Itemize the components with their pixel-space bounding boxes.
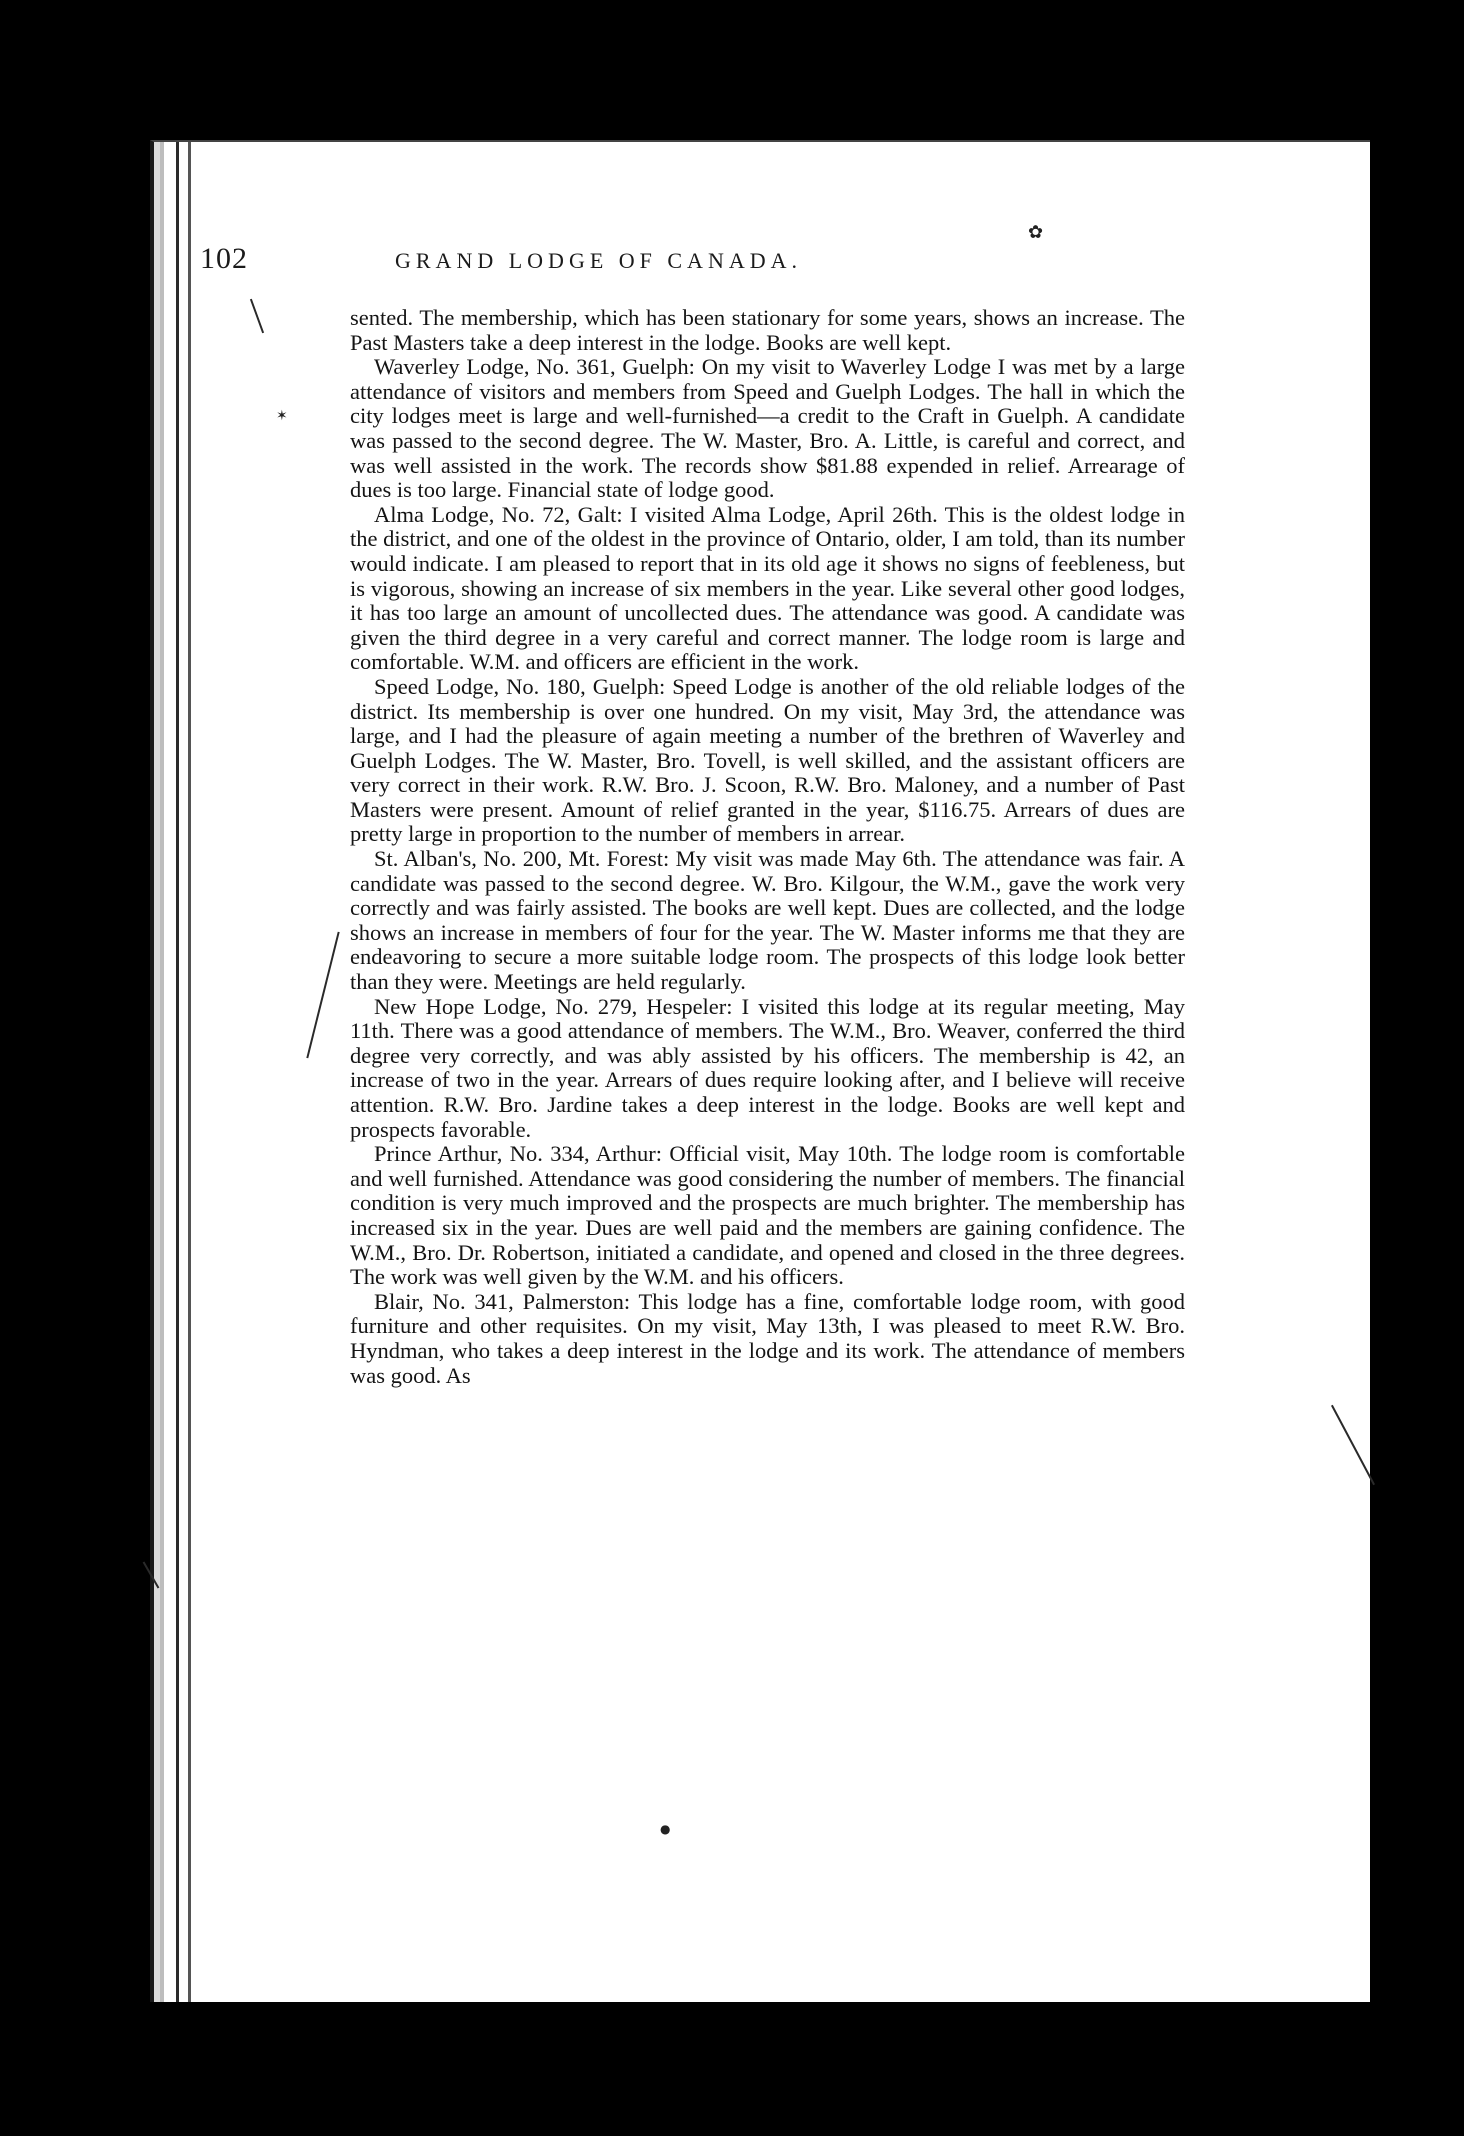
page-number: 102 (200, 242, 248, 275)
paragraph-waverley-lodge: Waverley Lodge, No. 361, Guelph: On my visit to Waverley Lodge I was met by a large attendance of visitors and members from Speed and Guelph Lodges. The hall in which the city lodges meet is large and well-furnished—a credit to the Craft in Guelph. A candidate was passed to the second degree. The W. Master, Bro. A. Little, is careful and correct, and was well assisted in the work. The records show $81.88 expended in relief. Arrearage of dues is too large. Financial state of lodge good. (350, 354, 1185, 503)
paragraph-blair: Blair, No. 341, Palmerston: This lodge has a fine, comfortable lodge room, with good furniture and other requisites. On my visit, May 13th, I was pleased to meet R.W. Bro. Hyndman, who takes a deep interest in the lodge and its work. The attendance of members was good. As (350, 1288, 1185, 1388)
ink-speck-icon: ● (660, 1822, 671, 1836)
paragraph-speed-lodge: Speed Lodge, No. 180, Guelph: Speed Lodge is another of the old reliable lodges of the district. Its membership is over one hundred. On my visit, May 3rd, the attendance was large, and I had the pleasure of again meeting a number of the brethren of Waverley and Guelph Lodges. The W. Master, Bro. Tovell, is well skilled, and the assistant officers are very correct in their work. R.W. Bro. J. Scoon, R.W. Bro. Maloney, and a number of Past Masters were present. Amount of relief granted in the year, $116.75. Arrears of dues are pretty large in proportion to the number of members in arrear. (350, 673, 1185, 847)
binding-edge-line (188, 142, 191, 2002)
paragraph-alma-lodge: Alma Lodge, No. 72, Galt: I visited Alma Lodge, April 26th. This is the oldest lodge in the district, and one of the oldest in the province of Ontario, older, I am told, than its number would indicate. I am pleased to report that in its old age it shows no signs of feebleness, but is vigorous, showing an increase of six members in the year. Like several other good lodges, it has too large an amount of uncollected dues. The attendance was good. A candidate was given the third degree in a very careful and correct manner. The lodge room is large and comfortable. W.M. and officers are efficient in the work. (350, 501, 1185, 675)
running-head (200, 242, 1000, 282)
right-scan-edge (1370, 130, 1376, 2010)
body-text (350, 306, 1185, 1388)
paragraph-st-albans: St. Alban's, No. 200, Mt. Forest: My visit was made May 6th. The attendance was fair. A candidate was passed to the second degree. W. Bro. Kilgour, the W.M., gave the work very correctly and was fairly assisted. The books are well kept. Dues are collected, and the lodge shows an increase in members of four for the year. The W. Master informs me that they are endeavoring to secure a more suitable lodge room. The prospects of this lodge look better than they were. Meetings are held regularly. (350, 846, 1185, 995)
running-title: GRAND LODGE OF CANADA. (395, 248, 802, 273)
ink-speck-icon: ✿ (1028, 222, 1044, 243)
binding-edge-line (176, 142, 179, 2002)
paragraph-continued: sented. The membership, which has been stationary for some years, shows an increase. The Past Masters take a deep interest in the lodge. Books are well kept. (350, 305, 1185, 355)
ink-speck-icon: ✶ (276, 408, 288, 424)
paragraph-new-hope-lodge: New Hope Lodge, No. 279, Hespeler: I visited this lodge at its regular meeting, May 11th. There was a good attendance of members. The W.M., Bro. Weaver, conferred the third degree very correctly, and was ably assisted by his officers. The membership is 42, an increase of two in the year. Arrears of dues require looking after, and I believe will receive attention. R.W. Bro. Jardine takes a deep interest in the lodge. Books are well kept and prospects favorable. (350, 993, 1185, 1142)
paragraph-prince-arthur: Prince Arthur, No. 334, Arthur: Official visit, May 10th. The lodge room is comfortable and well furnished. Attendance was good considering the number of members. The financial condition is very much improved and the prospects are much brighter. The membership has increased six in the year. Dues are well paid and the members are gaining confidence. The W.M., Bro. Dr. Robertson, initiated a candidate, and opened and closed in the three degrees. The work was well given by the W.M. and his officers. (350, 1141, 1185, 1290)
